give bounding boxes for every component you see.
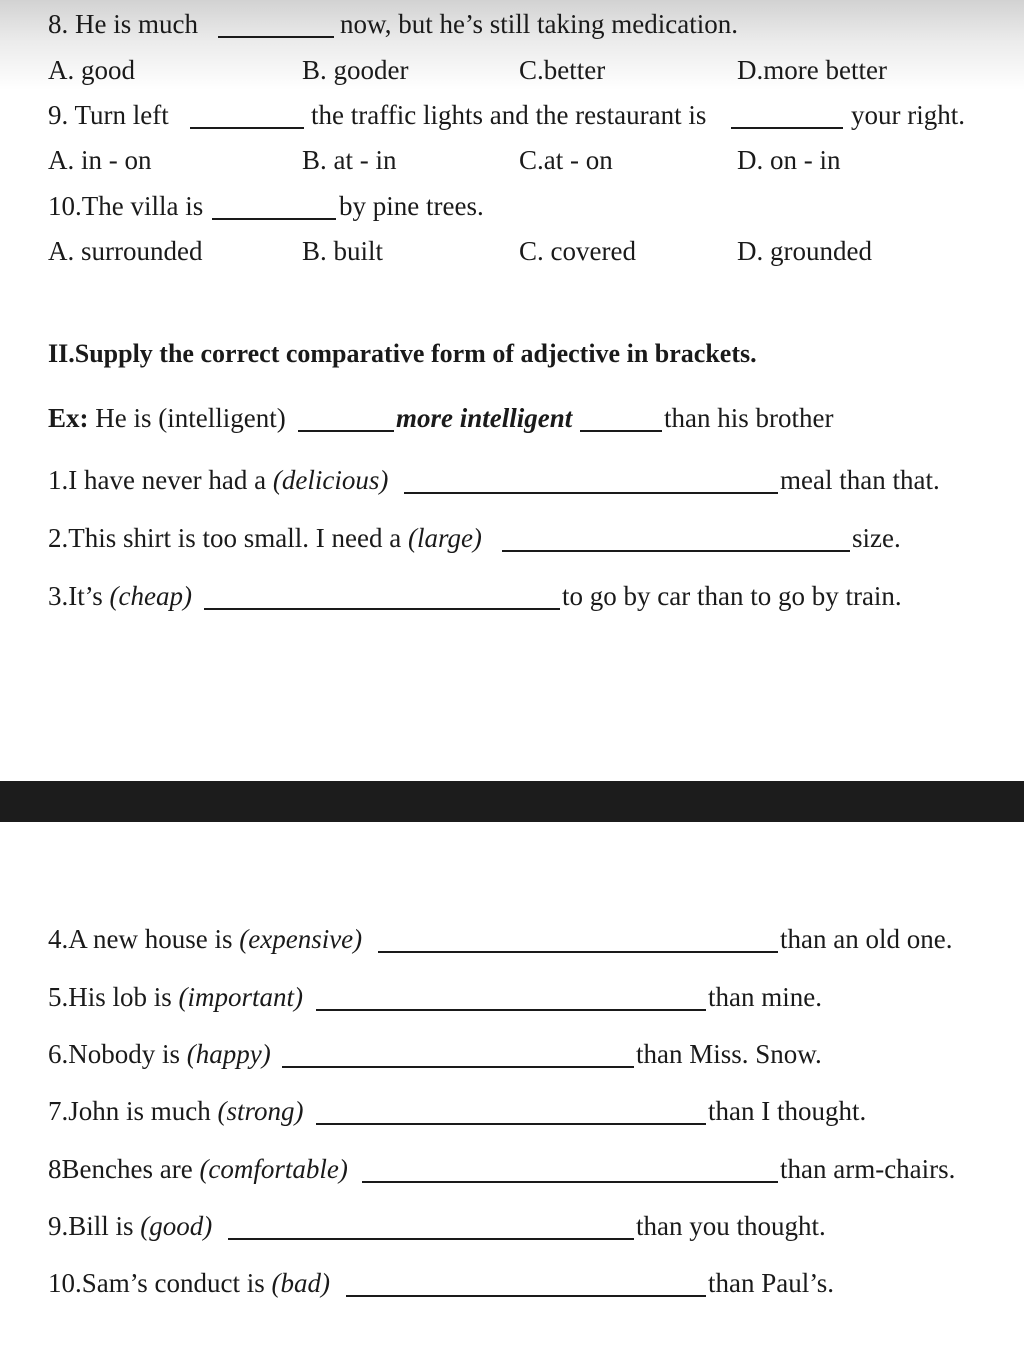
answer-blank[interactable] [378,951,778,953]
mcq-8-stem [0,4,1024,44]
mcq-stem-text: 8. He is much [48,9,198,39]
exercise-item [0,576,1024,616]
item-suffix: size. [852,523,901,553]
item-prefix: 6.Nobody is [48,1039,187,1069]
section-heading-text: II.Supply the correct comparative form of adjective in brackets. [48,339,757,368]
example-line [0,398,1024,438]
item-adjective: (comfortable) [199,1154,348,1184]
example-suffix: than his brother [664,403,834,433]
exercise-item [0,1091,1024,1131]
answer-blank[interactable] [212,218,336,220]
answer-blank[interactable] [204,608,560,610]
item-prefix: 2.This shirt is too small. I need a [48,523,408,553]
page-divider-bar [0,781,1024,822]
section-heading [0,334,1024,374]
item-adjective: (bad) [271,1268,330,1298]
item-adjective: (good) [140,1211,213,1241]
mcq-8-options [0,50,1024,90]
mcq-9-stem [0,95,1024,135]
exercise-item [0,1263,1024,1303]
item-prefix: 8Benches are [48,1154,200,1184]
option-a[interactable]: A. surrounded [48,236,203,266]
option-b[interactable]: B. at - in [302,145,397,175]
option-d[interactable]: D.more better [737,55,887,85]
item-prefix: 4.A new house is [48,924,240,954]
item-adjective: (cheap) [109,581,192,611]
mcq-10-stem [0,186,1024,226]
item-prefix: 1.I have never had a [48,465,273,495]
item-suffix: than Paul’s. [708,1268,834,1298]
answer-blank[interactable] [190,127,304,129]
exercise-item [0,1149,1024,1189]
exercise-item [0,460,1024,500]
exercise-item [0,1034,1024,1074]
answer-blank[interactable] [731,127,843,129]
mcq-stem-text: 9. Turn left [48,100,169,130]
item-prefix: 9.Bill is [48,1211,141,1241]
mcq-stem-text: 10.The villa is [48,191,204,221]
exercise-item [0,1206,1024,1246]
item-adjective: (delicious) [272,465,389,495]
option-c[interactable]: C.at - on [519,145,613,175]
example-prefix: He is (intelligent) [88,403,286,433]
option-d[interactable]: D. grounded [737,236,872,266]
mcq-stem-text: your right. [851,100,965,130]
item-suffix: than Miss. Snow. [636,1039,822,1069]
option-a[interactable]: A. in - on [48,145,152,175]
mcq-stem-text: by pine trees. [339,191,484,221]
item-adjective: (important) [178,982,304,1012]
item-suffix: to go by car than to go by train. [562,581,902,611]
mcq-stem-text: the traffic lights and the restaurant is [311,100,707,130]
mcq-9-options [0,140,1024,180]
item-adjective: (large) [407,523,482,553]
item-adjective: (strong) [217,1096,304,1126]
example-blank-left [298,430,394,432]
answer-blank[interactable] [502,550,850,552]
item-suffix: than arm-chairs. [780,1154,956,1184]
option-a[interactable]: A. good [48,55,135,85]
item-prefix: 10.Sam’s conduct is [48,1268,272,1298]
option-b[interactable]: B. gooder [302,55,409,85]
item-adjective: (happy) [186,1039,271,1069]
item-prefix: 7.John is much [48,1096,218,1126]
item-suffix: than an old one. [780,924,953,954]
mcq-10-options [0,231,1024,271]
option-c[interactable]: C. covered [519,236,636,266]
item-suffix: than I thought. [708,1096,867,1126]
item-adjective: (expensive) [239,924,363,954]
answer-blank[interactable] [404,492,778,494]
example-blank-right [580,430,662,432]
option-d[interactable]: D. on - in [737,145,841,175]
example-label: Ex: [48,403,89,433]
item-suffix: than mine. [708,982,822,1012]
answer-blank[interactable] [346,1295,706,1297]
option-c[interactable]: C.better [519,55,606,85]
answer-blank[interactable] [218,36,334,38]
exercise-item [0,518,1024,558]
answer-blank[interactable] [316,1009,706,1011]
exercise-item [0,919,1024,959]
item-suffix: than you thought. [636,1211,826,1241]
exercise-item [0,977,1024,1017]
answer-blank[interactable] [316,1123,706,1125]
answer-blank[interactable] [362,1181,778,1183]
example-answer: more intelligent [396,403,573,433]
answer-blank[interactable] [282,1066,634,1068]
item-prefix: 5.His lob is [48,982,179,1012]
item-prefix: 3.It’s [48,581,110,611]
mcq-stem-text: now, but he’s still taking medication. [340,9,738,39]
answer-blank[interactable] [228,1238,634,1240]
item-suffix: meal than that. [780,465,940,495]
option-b[interactable]: B. built [302,236,384,266]
